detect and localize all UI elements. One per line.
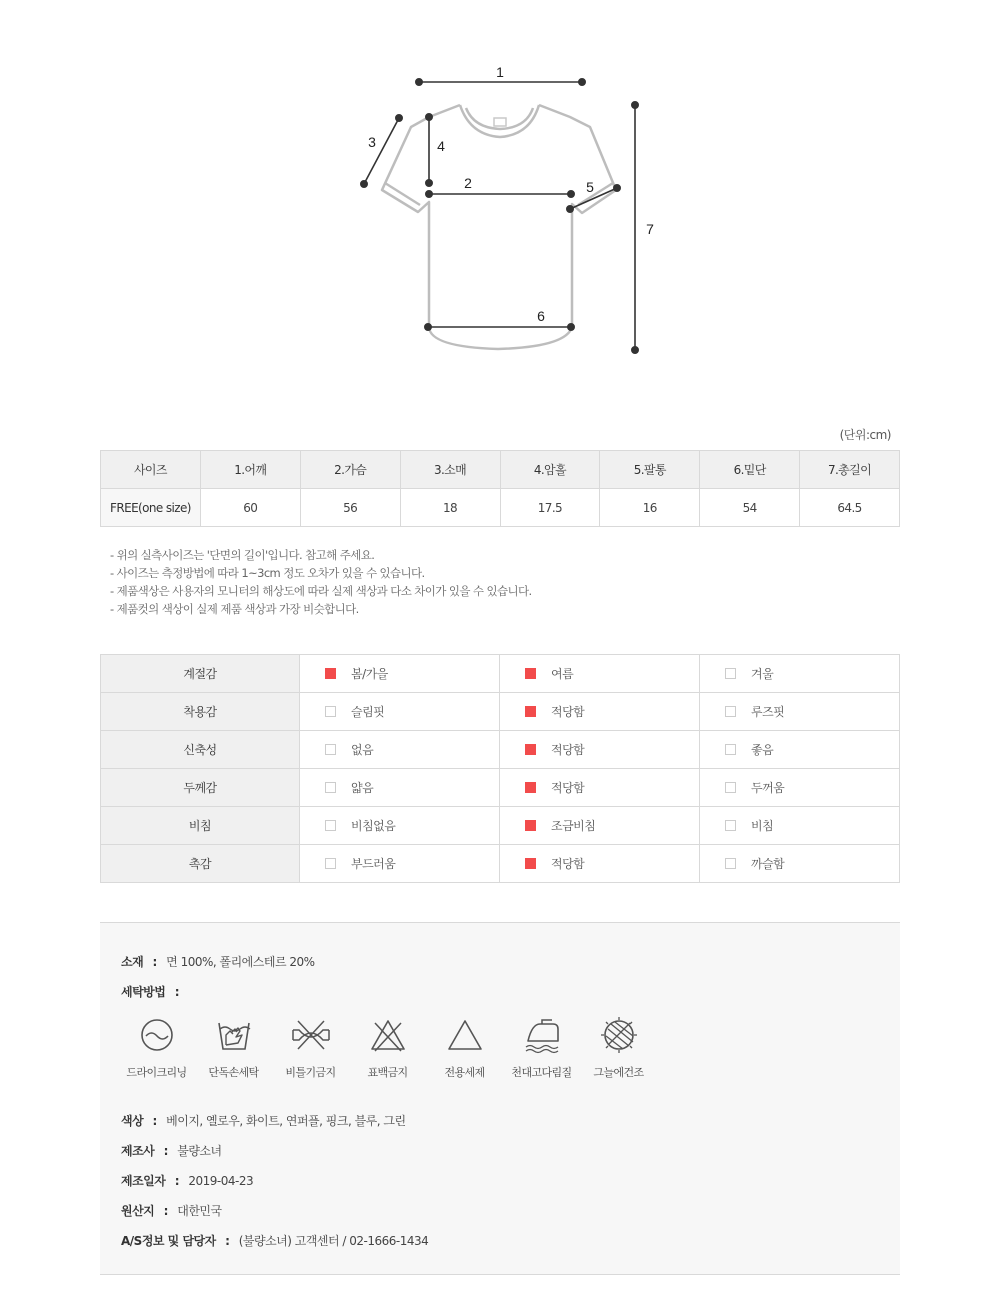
feel-option	[700, 817, 899, 834]
table-row	[101, 693, 900, 731]
feel-option-cell	[300, 807, 500, 845]
care-item	[195, 1015, 272, 1080]
feel-option-cell	[500, 731, 700, 769]
care-label: 천대고다림질	[511, 1066, 572, 1079]
checked-box-icon	[325, 668, 336, 679]
size-header-cell: 2.가슴	[300, 451, 400, 489]
size-cell: 16	[600, 489, 700, 527]
measure-label-7: 7	[646, 221, 654, 237]
size-header-cell: 3.소매	[400, 451, 500, 489]
measure-label-2: 2	[464, 175, 472, 191]
unchecked-box-icon	[725, 744, 736, 755]
feel-option	[500, 817, 699, 834]
maker-row	[121, 1142, 222, 1159]
size-header-cell: 1.어깨	[200, 451, 300, 489]
origin-row	[121, 1202, 222, 1219]
feel-option-cell	[300, 693, 500, 731]
note-line: - 사이즈는 측정방법에 따라 1~3cm 정도 오차가 있을 수 있습니다.	[110, 566, 425, 580]
measure-label-4: 4	[437, 138, 445, 154]
feel-option	[300, 817, 499, 834]
feel-label: 촉감	[101, 845, 300, 883]
feel-option-label: 봄/가을	[351, 667, 388, 681]
material-label: 소재	[121, 955, 144, 969]
origin-value: 대한민국	[177, 1204, 222, 1218]
date-row	[121, 1172, 253, 1189]
feel-option	[300, 703, 499, 720]
feel-option-cell	[700, 807, 900, 845]
table-row	[101, 769, 900, 807]
table-row	[101, 731, 900, 769]
size-table	[100, 450, 900, 527]
feel-option-label: 비침	[751, 819, 774, 833]
feel-option	[700, 703, 899, 720]
feel-option-cell	[500, 693, 700, 731]
feel-option-label: 까슬함	[751, 857, 785, 871]
feel-option-label: 조금비침	[551, 819, 596, 833]
care-label: 전용세제	[444, 1066, 485, 1079]
feel-option	[500, 665, 699, 682]
material-row	[121, 953, 315, 970]
feel-option	[300, 779, 499, 796]
date-value: 2019-04-23	[188, 1174, 254, 1188]
feel-option	[500, 741, 699, 758]
feel-label: 계절감	[101, 655, 300, 693]
tshirt-size-diagram	[0, 0, 1000, 400]
size-table-header-row	[101, 451, 900, 489]
unchecked-box-icon	[725, 820, 736, 831]
care-label: 그늘에건조	[593, 1066, 644, 1079]
note-line: - 위의 실측사이즈는 '단면의 길이'입니다. 참고해 주세요.	[110, 548, 375, 562]
maker-value: 불량소녀	[177, 1144, 222, 1158]
low-iron-icon	[520, 1015, 564, 1055]
feel-option-cell	[500, 769, 700, 807]
care-item	[272, 1015, 349, 1080]
care-item	[503, 1015, 580, 1080]
feel-option	[300, 665, 499, 682]
table-row	[101, 655, 900, 693]
size-cell: 17.5	[500, 489, 600, 527]
feel-option-label: 없음	[351, 743, 374, 757]
size-cell: 60	[200, 489, 300, 527]
as-row	[121, 1232, 428, 1249]
feel-option-label: 얇음	[351, 781, 374, 795]
date-label: 제조일자	[121, 1174, 166, 1188]
size-cell: 18	[400, 489, 500, 527]
feel-option-label: 겨울	[751, 667, 774, 681]
separator: :	[174, 985, 180, 999]
feel-option-cell	[500, 807, 700, 845]
feel-option-cell	[500, 845, 700, 883]
collar-tag	[494, 118, 506, 126]
feel-option-cell	[700, 655, 900, 693]
no-bleach-icon	[366, 1015, 410, 1055]
feel-label: 신축성	[101, 731, 300, 769]
feel-label: 비침	[101, 807, 300, 845]
checked-box-icon	[525, 706, 536, 717]
care-label: 표백금지	[367, 1066, 408, 1079]
size-notes	[110, 546, 532, 618]
feel-option-label: 부드러움	[351, 857, 396, 871]
care-item	[426, 1015, 503, 1080]
size-cell: 64.5	[800, 489, 900, 527]
feel-option-cell	[300, 655, 500, 693]
feel-option	[700, 779, 899, 796]
care-label: 비틀기금지	[285, 1066, 336, 1079]
unchecked-box-icon	[325, 782, 336, 793]
separator: :	[152, 1114, 157, 1128]
feel-option-cell	[500, 655, 700, 693]
unchecked-box-icon	[325, 706, 336, 717]
care-item	[580, 1015, 657, 1080]
unchecked-box-icon	[725, 782, 736, 793]
checked-box-icon	[525, 744, 536, 755]
table-row	[101, 807, 900, 845]
feel-option	[700, 741, 899, 758]
table-row	[101, 489, 900, 527]
size-cell: FREE(one size)	[101, 489, 201, 527]
care-icons	[118, 1015, 657, 1080]
separator: :	[152, 955, 157, 969]
feel-option-label: 적당함	[551, 705, 585, 719]
feel-option	[500, 779, 699, 796]
no-wring-icon	[289, 1015, 333, 1055]
washing-row	[121, 983, 185, 1000]
feel-option-label: 적당함	[551, 857, 585, 871]
measure-label-5: 5	[586, 179, 594, 195]
color-value: 베이지, 옐로우, 화이트, 연퍼플, 핑크, 블루, 그린	[166, 1114, 406, 1128]
feel-option	[700, 665, 899, 682]
feel-option	[300, 855, 499, 872]
separator: :	[163, 1144, 168, 1158]
hand-wash-icon	[212, 1015, 256, 1055]
feel-option-label: 슬림핏	[351, 705, 385, 719]
feel-option-cell	[300, 731, 500, 769]
note-line: - 제품컷의 색상이 실제 제품 색상과 가장 비슷합니다.	[110, 602, 359, 616]
separator: :	[163, 1204, 168, 1218]
note-line: - 제품색상은 사용자의 모니터의 해상도에 따라 실제 색상과 다소 차이가 있을 수 있습니다.	[110, 584, 532, 598]
size-header-cell: 6.밑단	[700, 451, 800, 489]
separator: :	[174, 1174, 180, 1188]
feel-label: 착용감	[101, 693, 300, 731]
feel-option-label: 여름	[551, 667, 574, 681]
feel-option-cell	[300, 845, 500, 883]
measure-line-sleeve	[364, 118, 399, 184]
size-header-cell: 사이즈	[101, 451, 201, 489]
feel-option	[700, 855, 899, 872]
feel-option	[500, 703, 699, 720]
dry-clean-icon	[135, 1015, 179, 1055]
washing-label: 세탁방법	[121, 985, 166, 999]
maker-label: 제조사	[121, 1144, 155, 1158]
shade-dry-icon	[597, 1015, 641, 1055]
color-row	[121, 1112, 406, 1129]
checked-box-icon	[525, 668, 536, 679]
unit-label: (단위:cm)	[839, 428, 891, 442]
checked-box-icon	[525, 820, 536, 831]
feel-option-label: 루즈핏	[751, 705, 785, 719]
unchecked-box-icon	[725, 706, 736, 717]
feel-option	[500, 855, 699, 872]
product-info-box	[100, 922, 900, 1275]
feel-option-cell	[700, 845, 900, 883]
feel-option-cell	[300, 769, 500, 807]
fit-feel-table	[100, 654, 900, 883]
care-item	[118, 1015, 195, 1080]
care-item	[349, 1015, 426, 1080]
checked-box-icon	[525, 858, 536, 869]
size-cell: 54	[700, 489, 800, 527]
unchecked-box-icon	[325, 820, 336, 831]
material-value: 면 100%, 폴리에스테르 20%	[166, 955, 315, 969]
size-cell: 56	[300, 489, 400, 527]
unchecked-box-icon	[725, 858, 736, 869]
origin-label: 원산지	[121, 1204, 155, 1218]
measure-label-6: 6	[537, 308, 545, 324]
as-value: (불량소녀) 고객센터 / 02-1666-1434	[238, 1234, 429, 1248]
feel-option-label: 적당함	[551, 781, 585, 795]
feel-label: 두께감	[101, 769, 300, 807]
special-detergent-icon	[443, 1015, 487, 1055]
separator: :	[225, 1234, 230, 1248]
feel-option-label: 좋음	[751, 743, 774, 757]
care-label: 단독손세탁	[208, 1066, 259, 1079]
feel-option	[300, 741, 499, 758]
feel-option-label: 적당함	[551, 743, 585, 757]
unchecked-box-icon	[725, 668, 736, 679]
unchecked-box-icon	[325, 744, 336, 755]
feel-option-label: 두꺼움	[751, 781, 785, 795]
feel-option-cell	[700, 731, 900, 769]
unchecked-box-icon	[325, 858, 336, 869]
checked-box-icon	[525, 782, 536, 793]
size-header-cell: 7.총길이	[800, 451, 900, 489]
as-label: A/S정보 및 담당자	[121, 1234, 216, 1248]
measure-label-3: 3	[368, 134, 376, 150]
size-header-cell: 4.암홀	[500, 451, 600, 489]
size-header-cell: 5.팔통	[600, 451, 700, 489]
feel-option-cell	[700, 769, 900, 807]
table-row	[101, 845, 900, 883]
feel-option-cell	[700, 693, 900, 731]
measure-label-1: 1	[496, 64, 504, 80]
feel-option-label: 비침없음	[351, 819, 396, 833]
care-label: 드라이크리닝	[126, 1066, 187, 1079]
color-label: 색상	[121, 1114, 144, 1128]
